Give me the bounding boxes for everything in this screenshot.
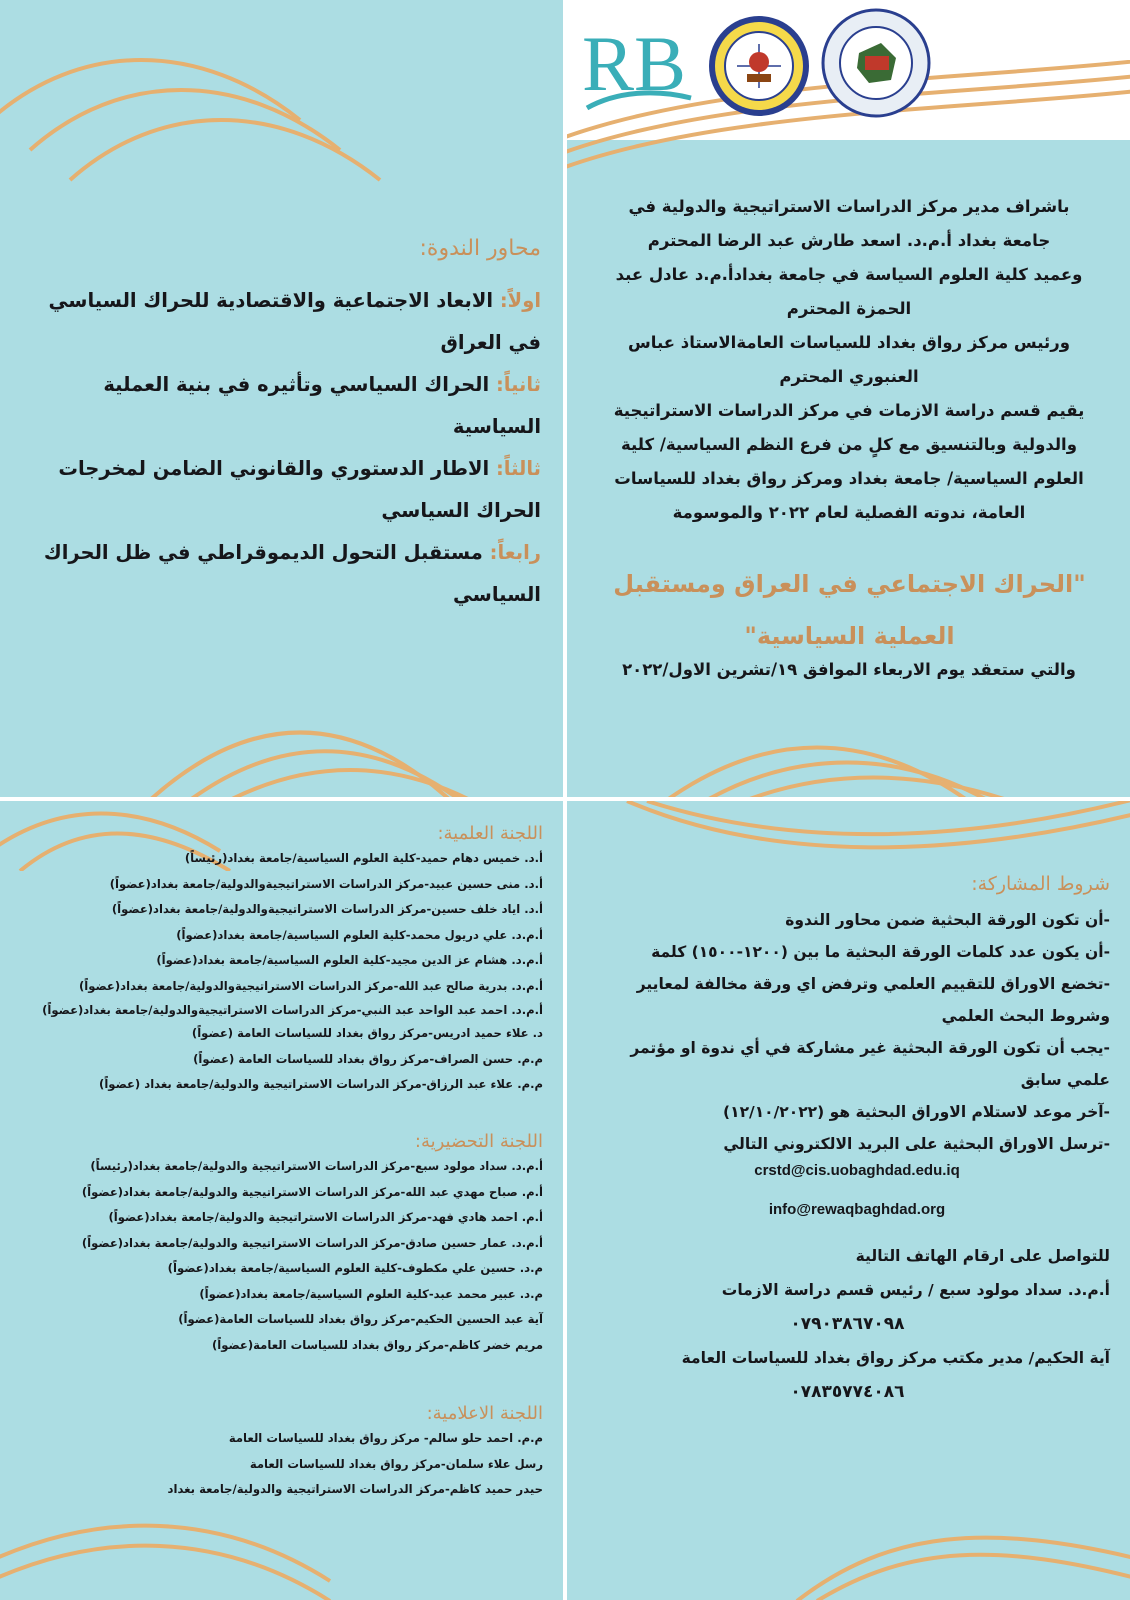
conditions-list [585, 904, 1110, 1160]
media-committee [13, 1403, 543, 1503]
committee-member: م.م. علاء عبد الرزاق-مركز الدراسات الاستراتيجية والدولية/جامعة بغداد (عضواً) [99, 1077, 543, 1091]
axes-panel [0, 0, 563, 797]
email-rewaq[interactable]: info@rewaqbaghdad.org [768, 1201, 946, 1218]
wave-decoration-bottom [0, 690, 563, 797]
condition-item: -أن يكون عدد كلمات الورقة البحثية ما بين (١٢٠٠-١٥٠٠) كلمة [651, 943, 1110, 961]
conditions-panel [567, 801, 1130, 1600]
condition-item: -تخضع الاوراق للتقييم العلمي وترفض اي ورقة مخالفة لمعايير وشروط البحث العلمي [636, 975, 1110, 1025]
center-logo [821, 8, 931, 118]
condition-item: -ترسل الاوراق البحثية على البريد الالكتروني التالي [723, 1135, 1110, 1153]
committee-member: أ.م.د. احمد عبد الواحد عبد النبي-مركز الدراسات الاستراتيجيةوالدولية/جامعة بغداد(عضواً) [42, 1003, 543, 1017]
committee-member: أ.م.د. هشام عز الدين مجيد-كلية العلوم السياسية/جامعة بغداد(عضواً) [156, 953, 543, 967]
intro-text: باشراف مدير مركز الدراسات الاستراتيجية والدولية في جامعة بغداد أ.م.د. اسعد طارش عبد الرضا المحترم وعميد كلية العلوم السياسة في جامعة بغدادأ.م.د عادل عبد الحمزة المحترم ورئيس مركز رواق بغداد للسياسات العامةالاستاذ عباس العنبوري المحترم يقيم قسم دراسة الازمات في مركز الدراسات الاستراتيجية والدولية وبالتنسيق مع كلٍ من فرع النظم السياسية/ كلية العلوم السياسية/ جامعة بغداد ومركز رواق بغداد للسياسات العامة، ندوته الفصلية لعام ٢٠٢٢ والموسومة [613, 197, 1085, 522]
committee-member: أ.د. خميس دهام حميد-كلية العلوم السياسية/جامعة بغداد(رئيساً) [184, 851, 543, 865]
committee-member: أ.م.د. عمار حسين صادق-مركز الدراسات الاستراتيجية والدولية/جامعة بغداد(عضواً) [81, 1235, 543, 1250]
seminar-title: "الحراك الاجتماعي في العراق ومستقبل العملية السياسية" [613, 570, 1086, 650]
committee-member: د. علاء حميد ادريس-مركز رواق بغداد للسياسات العامة (عضواً) [191, 1026, 543, 1040]
committee-member: مريم خضر كاظم-مركز رواق بغداد للسياسات العامة(عضواً) [211, 1337, 543, 1352]
seminar-date: والتي ستعقد يوم الاربعاء الموافق ١٩/تشرين الاول/٢٠٢٢ [622, 660, 1076, 679]
contact-person-2: آية الحكيم/ مدير مكتب مركز رواق بغداد للسياسات العامة [681, 1349, 1110, 1367]
wave-decoration-bottom [0, 1521, 563, 1600]
committee-member: أ.د. اياد خلف حسين-مركز الدراسات الاستراتيجيةوالدولية/جامعة بغداد(عضواً) [111, 902, 543, 916]
committee-member: رسل علاء سلمان-مركز رواق بغداد للسياسات العامة [249, 1456, 543, 1471]
college-seal-icon [707, 14, 811, 118]
wave-decoration-bottom [567, 1501, 1130, 1600]
committee-member: حيدر حميد كاظم-مركز الدراسات الاستراتيجية والدولية/جامعة بغداد [167, 1482, 543, 1496]
conditions-title: شروط المشاركة: [971, 873, 1110, 895]
contact-info [585, 1239, 1110, 1409]
axis-item: ثالثاً: الاطار الدستوري والقانوني الضامن لمخرجات الحراك السياسي [58, 457, 541, 522]
committee-member: م.م. حسن الصراف-مركز رواق بغداد للسياسات العامة (عضواً) [193, 1051, 543, 1066]
scientific-committee [13, 823, 543, 1098]
axis-item: اولاً: الابعاد الاجتماعية والاقتصادية للحراك السياسي في العراق [48, 289, 541, 354]
committee-member: م.م. احمد حلو سالم- مركز رواق بغداد للسياسات العامة [228, 1431, 543, 1445]
scientific-committee-title: اللجنة العلمية: [437, 823, 543, 844]
committee-member: أ.م. صباح مهدي عبد الله-مركز الدراسات الاستراتيجية والدولية/جامعة بغداد(عضواً) [81, 1184, 543, 1199]
center-seal-icon [821, 8, 931, 118]
wave-decoration-bottom [567, 690, 1130, 797]
condition-item: -آخر موعد لاستلام الاوراق البحثية هو (١٢/١٠/٢٠٢٢) [723, 1103, 1110, 1121]
preparatory-committee-title: اللجنة التحضيرية: [414, 1131, 543, 1152]
contact-intro: للتواصل على ارقام الهاتف التالية [855, 1247, 1110, 1265]
email-crstd[interactable]: crstd@cis.uobaghdad.edu.iq [754, 1162, 960, 1179]
committee-member: أ.م.د. علي دريول محمد-كلية العلوم السياسية/جامعة بغداد(عضواً) [176, 927, 543, 942]
wave-decoration-top [567, 801, 1130, 871]
svg-text:RB: RB [581, 20, 687, 107]
committee-member: آية عبد الحسين الحكيم-مركز رواق بغداد للسياسات العامة(عضواً) [178, 1312, 543, 1326]
axis-item: ثانياً: الحراك السياسي وتأثيره في بنية العملية السياسية [103, 373, 541, 438]
intro-panel [567, 0, 1130, 797]
committee-member: أ.د. منى حسين عبيد-مركز الدراسات الاستراتيجيةوالدولية/جامعة بغداد(عضواً) [109, 876, 543, 891]
rb-logo-icon [579, 10, 699, 120]
axes-title: محاور الندوة: [419, 236, 541, 261]
committee-member: م.د. عبير محمد عبد-كلية العلوم السياسية/جامعة بغداد(عضواً) [199, 1286, 543, 1301]
condition-item: -يجب أن تكون الورقة البحثية غير مشاركة في أي ندوة او مؤتمر علمي سابق [630, 1039, 1110, 1089]
committee-member: أ.م.د. بدرية صالح عبد الله-مركز الدراسات الاستراتيجيةوالدولية/جامعة بغداد(عضواً) [78, 978, 543, 993]
committee-member: أ.م. احمد هادي فهد-مركز الدراسات الاستراتيجية والدولية/جامعة بغداد(عضواً) [108, 1210, 543, 1224]
committee-member: م.د. حسين علي مكطوف-كلية العلوم السياسية/جامعة بغداد(عضواً) [167, 1261, 543, 1275]
preparatory-committee [13, 1131, 543, 1358]
contact-person-1: أ.م.د. سداد مولود سبع / رئيس قسم دراسة الازمات [721, 1281, 1110, 1299]
condition-item: -أن تكون الورقة البحثية ضمن محاور الندوة [785, 911, 1110, 929]
committees-panel [0, 801, 563, 1600]
college-logo [707, 14, 811, 118]
axes-list [16, 280, 541, 616]
media-committee-title: اللجنة الاعلامية: [426, 1403, 543, 1424]
rb-logo [579, 10, 699, 120]
wave-decoration-top [0, 0, 563, 200]
phone-1[interactable]: ٠٧٩٠٣٨٦٧٠٩٨ [790, 1314, 905, 1334]
committee-member: أ.م.د. سداد مولود سبع-مركز الدراسات الاستراتيجية والدولية/جامعة بغداد(رئيساً) [90, 1159, 543, 1173]
axis-item: رابعاً: مستقبل التحول الديموقراطي في ظل الحراك السياسي [43, 541, 541, 606]
phone-2[interactable]: ٠٧٨٣٥٧٧٤٠٨٦ [790, 1382, 905, 1402]
